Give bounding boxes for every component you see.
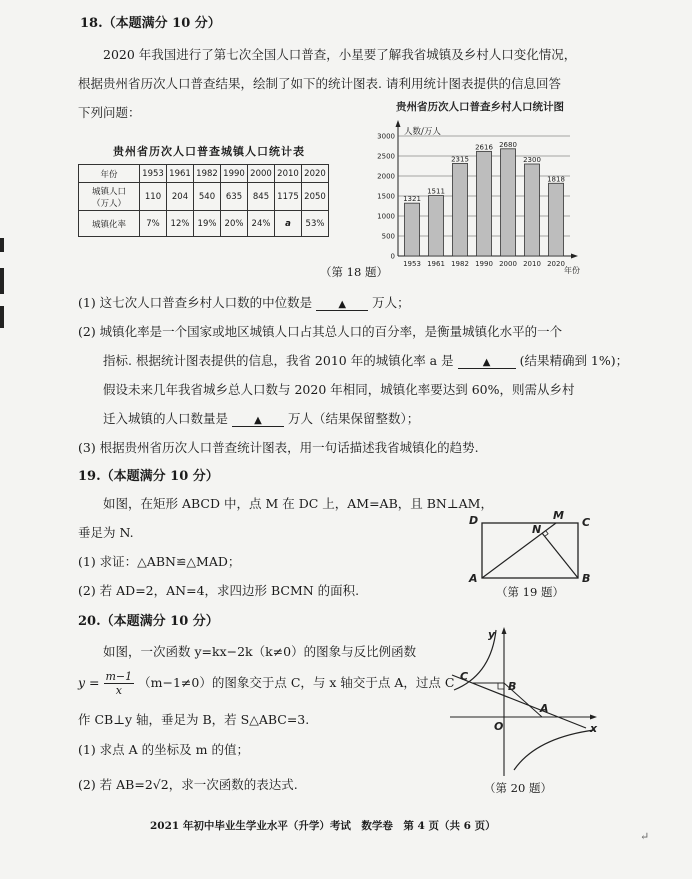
label-o: O — [494, 720, 504, 733]
y-tick-label: 500 — [381, 232, 395, 241]
bar — [525, 164, 540, 256]
table-cell: 24% — [248, 211, 275, 237]
q20-function-graph — [446, 620, 606, 780]
table-cell: 19% — [194, 211, 221, 237]
bar-value-label: 1511 — [427, 187, 445, 196]
label-y: y — [488, 628, 496, 641]
paragraph-mark: ↵ — [640, 830, 650, 843]
table-year: 2020 — [302, 165, 329, 183]
q18-sub2-unit: 万人（结果保留整数）； — [287, 411, 420, 426]
row-label-line: 城镇人口 — [91, 186, 126, 197]
y-tick-label: 2000 — [377, 172, 395, 181]
q19-rectangle-figure — [462, 506, 602, 582]
label-a: A — [469, 572, 478, 582]
table-year: 1982 — [194, 165, 221, 183]
bar — [405, 203, 420, 256]
table-cell: a — [275, 211, 302, 237]
q19-figure-caption: （第 19 题） — [496, 585, 564, 599]
q18-sub2-text: 指标. 根据统计图表提供的信息，我省 2010 年的城镇化率 a 是 — [103, 353, 454, 368]
answer-blank[interactable]: ▲ — [232, 415, 284, 427]
table-cell: 540 — [194, 183, 221, 211]
q20-line1: 如图，一次函数 y=kx−2k（k≠0）的图象与反比例函数 — [103, 644, 417, 659]
q18-intro-line2: 根据贵州省历次人口普查结果，绘制了如下的统计图表. 请利用统计图表提供的信息回答 — [78, 76, 561, 91]
q18-intro-line3: 下列问题： — [78, 105, 141, 120]
y-tick-label: 1500 — [377, 192, 395, 201]
x-axis-arrow-icon — [571, 254, 578, 259]
q18-sub1 — [78, 293, 410, 311]
x-tick-label: 2020 — [547, 260, 565, 268]
x-tick-label: 1961 — [427, 260, 445, 268]
q18-sub2-line1: (2) 城镇化率是一个国家或地区城镇人口占其总人口的百分率，是衡量城镇化水平的一个 — [78, 324, 563, 339]
q19-line2: 垂足为 N. — [78, 525, 134, 540]
table-cell: 53% — [302, 211, 329, 237]
table-cell: 7% — [140, 211, 167, 237]
q19-line1: 如图，在矩形 ABCD 中，点 M 在 DC 上，AM=AB，且 BN⊥AM， — [103, 496, 493, 511]
q18-sub2-text: 迁入城镇的人口数量是 — [103, 411, 229, 426]
table-title: 贵州省历次人口普查城镇人口统计表 — [113, 145, 305, 158]
q20-y-equals: y = — [78, 675, 100, 690]
label-c: C — [582, 516, 591, 529]
y-tick-label: 3000 — [377, 132, 395, 141]
q18-sub3: (3) 根据贵州省历次人口普查统计图表，用一句话描述我省城镇化的趋势. — [78, 440, 479, 455]
bar — [453, 163, 468, 256]
table-row-label — [79, 183, 140, 211]
table-corner: 年份 — [79, 165, 140, 183]
table-cell: 2050 — [302, 183, 329, 211]
q19-header: 19.（本题满分 10 分） — [78, 469, 219, 484]
q20-line3: 作 CB⊥y 轴，垂足为 B，若 S△ABC=3. — [78, 712, 310, 727]
q18-sub2-line2 — [103, 351, 628, 369]
table-year: 2010 — [275, 165, 302, 183]
q18-header: 18.（本题满分 10 分） — [80, 16, 221, 31]
q20-figure-caption: （第 20 题） — [484, 781, 552, 795]
table-year: 2000 — [248, 165, 275, 183]
binding-mark — [0, 238, 4, 252]
table-row-label: 城镇化率 — [79, 211, 140, 237]
q18-intro-line1: 2020 年我国进行了第七次全国人口普查，小星要了解我省城镇及乡村人口变化情况， — [103, 47, 577, 62]
x-tick-label: 2000 — [499, 260, 517, 268]
rectangle-abcd — [482, 523, 578, 578]
label-a: A — [540, 702, 549, 715]
q18-sub1-unit: 万人； — [372, 295, 410, 310]
y-tick-label: 0 — [390, 252, 395, 261]
q18-sub1-text: (1) 这七次人口普查乡村人口数的中位数是 — [78, 295, 313, 310]
q19-sub2: (2) 若 AD=2，AN=4，求四边形 BCMN 的面积. — [78, 583, 360, 598]
table-cell: 110 — [140, 183, 167, 211]
segment-am — [482, 523, 556, 578]
q20-line2 — [78, 670, 454, 697]
y-tick-label: 2500 — [377, 152, 395, 161]
bar-value-label: 2680 — [499, 140, 517, 149]
answer-blank[interactable]: ▲ — [316, 299, 368, 311]
table-year: 1961 — [167, 165, 194, 183]
bar-value-label: 1818 — [547, 175, 565, 184]
q20-sub2: (2) 若 AB=2√2，求一次函数的表达式. — [78, 777, 298, 792]
table-cell: 635 — [221, 183, 248, 211]
x-tick-label: 1953 — [403, 260, 421, 268]
binding-mark — [0, 268, 4, 294]
q20-header: 20.（本题满分 10 分） — [78, 614, 219, 629]
rural-population-chart — [360, 96, 600, 278]
q19-sub1: (1) 求证：△ABN≌△MAD； — [78, 554, 241, 569]
bar-value-label: 2315 — [451, 155, 469, 164]
label-n: N — [532, 523, 542, 536]
label-x: x — [590, 722, 598, 735]
binding-mark — [0, 306, 4, 328]
table-cell: 204 — [167, 183, 194, 211]
bar — [549, 183, 564, 256]
bar — [501, 149, 516, 256]
y-tick-label: 1000 — [377, 212, 395, 221]
x-axis-arrow-icon — [590, 715, 597, 720]
urban-population-table — [78, 164, 329, 237]
q18-sub2-note: (结果精确到 1%)； — [519, 353, 629, 368]
right-angle-mark — [498, 683, 504, 689]
fraction-denominator: x — [115, 684, 122, 697]
label-m: M — [553, 509, 564, 522]
segment-bn — [542, 533, 578, 578]
q18-sub2-line4 — [103, 409, 419, 427]
y-axis-arrow-icon — [396, 120, 401, 127]
label-d: D — [469, 514, 479, 527]
answer-blank[interactable]: ▲ — [458, 357, 516, 369]
x-tick-label: 1990 — [475, 260, 493, 268]
row-label-line: （万人） — [91, 198, 126, 209]
y-axis-arrow-icon — [502, 627, 507, 634]
fraction — [104, 670, 135, 697]
x-axis-label: 年份 — [564, 266, 580, 275]
page-footer: 2021 年初中毕业生学业水平（升学）考试 数学卷 第 4 页（共 6 页） — [150, 820, 496, 832]
bar — [429, 196, 444, 256]
label-b: B — [508, 680, 517, 693]
table-cell: 845 — [248, 183, 275, 211]
bar — [477, 151, 492, 256]
table-cell: 1175 — [275, 183, 302, 211]
bar-value-label: 2616 — [475, 143, 493, 152]
q20-sub1: (1) 求点 A 的坐标及 m 的值； — [78, 742, 249, 757]
table-cell: 12% — [167, 211, 194, 237]
q18-figure-caption: （第 18 题） — [320, 265, 388, 279]
bar-value-label: 2300 — [523, 156, 541, 164]
bar-value-label: 1321 — [403, 195, 421, 204]
label-c: C — [460, 670, 469, 683]
chart-title: 贵州省历次人口普查乡村人口统计图 — [396, 101, 564, 113]
hyperbola-branch-lower-right — [514, 730, 594, 770]
x-tick-label: 2010 — [523, 260, 541, 268]
q20-line2-text: （m−1≠0）的图象交于点 C，与 x 轴交于点 A，过点 C — [138, 675, 455, 690]
q18-sub2-line3: 假设未来几年我省城乡总人口数与 2020 年相同，城镇化率要达到 60%，则需从乡村 — [103, 382, 575, 397]
table-year: 1990 — [221, 165, 248, 183]
x-tick-label: 1982 — [451, 260, 469, 268]
table-year: 1953 — [140, 165, 167, 183]
table-cell: 20% — [221, 211, 248, 237]
y-axis-label: 人数/万人 — [404, 127, 441, 137]
fraction-numerator: m−1 — [105, 670, 133, 683]
label-b: B — [582, 572, 591, 582]
